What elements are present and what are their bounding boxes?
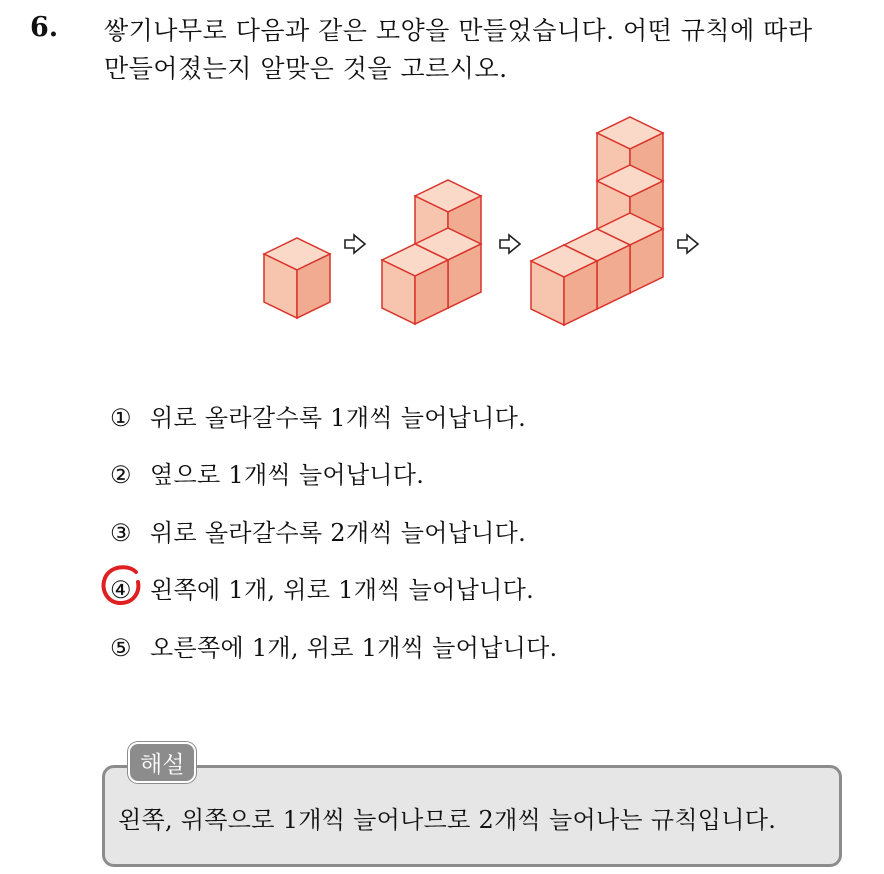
question-line-1: 쌓기나무로 다음과 같은 모양을 만들었습니다. 어떤 규칙에 따라	[104, 16, 813, 45]
choice-number: ⑤	[110, 634, 132, 662]
answer-mark-icon	[98, 562, 144, 608]
arrow-icon-2	[500, 235, 520, 253]
choice-text: 오른쪽에 1개, 위로 1개씩 늘어납니다.	[150, 634, 558, 662]
question-line-2: 만들어졌는지 알맞은 것을 고르시오.	[104, 54, 508, 83]
choice-text: 위로 올라갈수록 2개씩 늘어납니다.	[150, 519, 527, 547]
shape-1	[264, 238, 330, 318]
choice-3[interactable]	[110, 513, 526, 548]
arrow-icon-1	[345, 235, 365, 253]
cube-pattern-figure	[0, 0, 884, 380]
shape-3	[531, 117, 663, 325]
shape-2	[382, 180, 481, 324]
arrow-icon-3	[678, 235, 698, 253]
choice-text: 옆으로 1개씩 늘어납니다.	[150, 461, 425, 489]
choice-text: 왼쪽에 1개, 위로 1개씩 늘어납니다.	[150, 576, 535, 604]
choice-2[interactable]	[110, 455, 424, 490]
explanation-tag: 해설	[128, 742, 196, 783]
choice-number: ③	[110, 519, 132, 547]
choice-4[interactable]	[110, 570, 534, 605]
choice-text: 위로 올라갈수록 1개씩 늘어납니다.	[150, 404, 527, 432]
choice-1[interactable]	[110, 398, 526, 433]
choice-number: ②	[110, 461, 132, 489]
choice-number: ①	[110, 404, 132, 432]
choice-number: ④	[110, 576, 132, 604]
choice-5[interactable]	[110, 628, 558, 663]
question-number: 6.	[30, 12, 59, 43]
explanation-text: 왼쪽, 위쪽으로 1개씩 늘어나므로 2개씩 늘어나는 규칙입니다.	[118, 806, 777, 834]
